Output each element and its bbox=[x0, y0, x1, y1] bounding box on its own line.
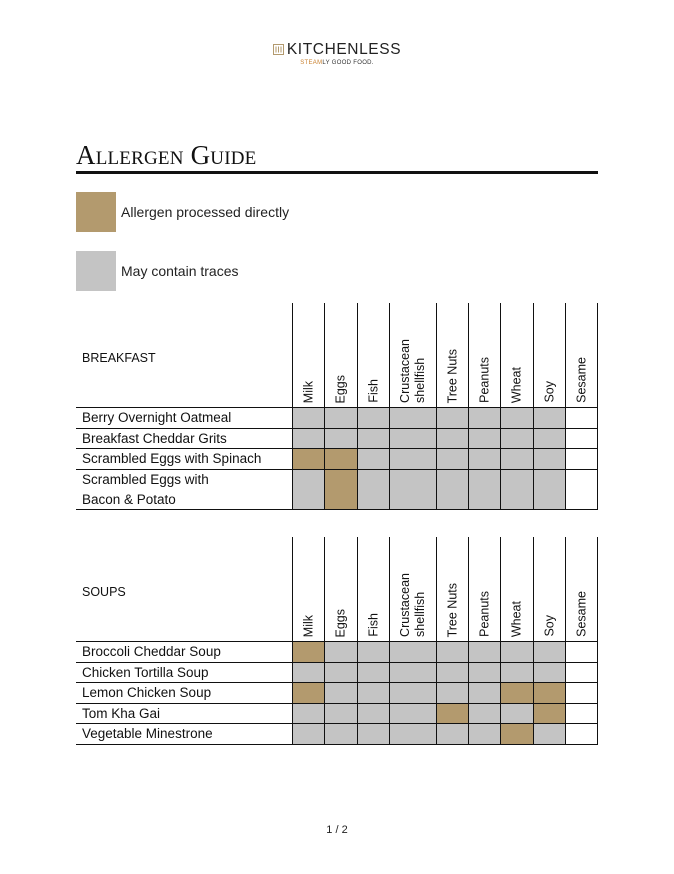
allergen-cell-trace bbox=[533, 449, 565, 469]
column-label-text: Sesame bbox=[574, 591, 588, 637]
legend-direct-swatch bbox=[76, 192, 116, 232]
allergen-cell-trace bbox=[389, 704, 436, 724]
column-header bbox=[533, 303, 565, 407]
allergen-cell-trace bbox=[389, 449, 436, 469]
allergen-cell-none bbox=[565, 683, 598, 703]
column-label-text: Peanuts bbox=[477, 591, 491, 637]
allergen-cell-trace bbox=[389, 408, 436, 428]
allergen-cell-none bbox=[565, 470, 598, 509]
allergen-cell-trace bbox=[389, 663, 436, 683]
allergen-cell-trace bbox=[468, 683, 500, 703]
column-header bbox=[468, 537, 500, 641]
column-label-text: Soy bbox=[542, 615, 556, 637]
legend-trace-label: May contain traces bbox=[121, 263, 239, 279]
allergen-cell-trace bbox=[357, 449, 389, 469]
allergen-cell-trace bbox=[500, 429, 533, 449]
column-label-text: Milk bbox=[301, 380, 315, 403]
allergen-cell-trace bbox=[533, 470, 565, 509]
column-header bbox=[500, 537, 533, 641]
table-row bbox=[76, 683, 598, 704]
column-label-text: Soy bbox=[542, 381, 556, 403]
column-label-text: Wheat bbox=[509, 366, 524, 403]
column-header bbox=[468, 303, 500, 407]
allergen-cell-trace bbox=[533, 429, 565, 449]
allergen-cell-trace bbox=[357, 683, 389, 703]
allergen-cell-trace bbox=[292, 724, 324, 744]
column-header bbox=[436, 537, 468, 641]
allergen-cell-direct bbox=[533, 683, 565, 703]
column-label bbox=[301, 615, 316, 637]
table-row bbox=[76, 663, 598, 684]
allergen-cell-trace bbox=[357, 470, 389, 509]
column-header bbox=[500, 303, 533, 407]
allergen-cell-trace bbox=[500, 663, 533, 683]
allergen-cell-trace bbox=[436, 642, 468, 662]
allergen-cell-trace bbox=[468, 429, 500, 449]
column-label-text: Fish bbox=[366, 613, 380, 637]
tagline-accent: STEAM bbox=[300, 59, 323, 66]
allergen-cell-none bbox=[565, 642, 598, 662]
allergen-cell-trace bbox=[357, 408, 389, 428]
menu-item-name: Breakfast Cheddar Grits bbox=[82, 430, 227, 446]
allergen-cell-direct bbox=[500, 683, 533, 703]
title-divider bbox=[76, 171, 598, 174]
table-row bbox=[76, 429, 598, 450]
table-header bbox=[76, 537, 598, 642]
allergen-cell-trace bbox=[436, 683, 468, 703]
column-label-text: Sesame bbox=[574, 357, 588, 403]
allergen-cell-trace bbox=[357, 429, 389, 449]
menu-item-name: Broccoli Cheddar Soup bbox=[82, 644, 221, 659]
column-label bbox=[542, 381, 557, 403]
allergen-cell-trace bbox=[436, 408, 468, 428]
allergen-cell-none bbox=[565, 704, 598, 724]
allergen-cell-direct bbox=[292, 683, 324, 703]
column-label bbox=[574, 357, 589, 403]
menu-item-name: Scrambled Eggs with Spinach bbox=[82, 451, 262, 466]
column-label-text: Eggs bbox=[333, 608, 348, 637]
legend-trace bbox=[76, 251, 239, 291]
section-title: SOUPS bbox=[82, 585, 126, 599]
brand-logo bbox=[0, 40, 674, 66]
column-label-text: Wheat bbox=[509, 600, 524, 637]
allergen-cell-trace bbox=[292, 429, 324, 449]
column-label bbox=[398, 573, 428, 637]
allergen-cell-direct bbox=[324, 449, 357, 469]
allergen-cell-direct bbox=[292, 642, 324, 662]
allergen-cell-trace bbox=[357, 704, 389, 724]
allergen-cell-trace bbox=[533, 408, 565, 428]
menu-item-name: Berry Overnight Oatmeal bbox=[82, 410, 232, 425]
column-label-text: Peanuts bbox=[477, 357, 491, 403]
column-label-text: Milk bbox=[301, 614, 315, 637]
allergen-cell-trace bbox=[292, 408, 324, 428]
allergen-cell-trace bbox=[389, 429, 436, 449]
brand-name: KITCHENLESS bbox=[286, 40, 402, 58]
column-label-text: Tree Nuts bbox=[445, 582, 459, 637]
allergen-cell-trace bbox=[292, 704, 324, 724]
column-label bbox=[477, 591, 492, 637]
brand-tagline bbox=[0, 60, 674, 66]
allergen-cell-trace bbox=[468, 470, 500, 509]
allergen-cell-none bbox=[565, 408, 598, 428]
menu-item-name: Chicken Tortilla Soup bbox=[82, 664, 209, 680]
allergen-cell-trace bbox=[324, 724, 357, 744]
table-row bbox=[76, 470, 598, 510]
column-label bbox=[366, 379, 381, 403]
allergen-cell-none bbox=[565, 724, 598, 744]
column-label bbox=[510, 367, 525, 403]
table-row bbox=[76, 642, 598, 663]
allergen-cell-trace bbox=[324, 683, 357, 703]
column-label bbox=[574, 591, 589, 637]
allergen-cell-trace bbox=[468, 663, 500, 683]
legend-direct-label: Allergen processed directly bbox=[121, 204, 290, 220]
column-header bbox=[292, 537, 324, 641]
allergen-cell-trace bbox=[324, 663, 357, 683]
menu-item-name: Lemon Chicken Soup bbox=[82, 685, 212, 700]
allergen-cell-direct bbox=[436, 704, 468, 724]
column-label bbox=[301, 381, 316, 403]
column-header bbox=[357, 303, 389, 407]
allergen-cell-trace bbox=[389, 642, 436, 662]
allergen-cell-trace bbox=[468, 704, 500, 724]
allergen-cell-trace bbox=[436, 724, 468, 744]
allergen-cell-trace bbox=[436, 663, 468, 683]
column-header bbox=[389, 303, 436, 407]
allergen-cell-none bbox=[565, 663, 598, 683]
column-label bbox=[445, 583, 460, 637]
column-label bbox=[398, 339, 428, 403]
menu-item-name: Scrambled Eggs with Bacon & Potato bbox=[82, 471, 209, 507]
column-label bbox=[445, 349, 460, 403]
table-row bbox=[76, 449, 598, 470]
column-label-text: Tree Nuts bbox=[445, 348, 459, 403]
column-header bbox=[436, 303, 468, 407]
allergen-cell-trace bbox=[389, 724, 436, 744]
allergen-cell-trace bbox=[468, 724, 500, 744]
page-title: Allergen Guide bbox=[76, 140, 257, 170]
allergen-cell-trace bbox=[500, 642, 533, 662]
table-header bbox=[76, 303, 598, 408]
column-label-text: Crustacean shellfish bbox=[398, 339, 427, 403]
column-header bbox=[324, 303, 357, 407]
allergen-cell-trace bbox=[436, 470, 468, 509]
column-header bbox=[565, 303, 598, 407]
allergen-cell-trace bbox=[500, 408, 533, 428]
allergen-cell-trace bbox=[500, 470, 533, 509]
allergen-cell-trace bbox=[324, 642, 357, 662]
allergen-cell-direct bbox=[533, 704, 565, 724]
column-label-text: Eggs bbox=[333, 374, 348, 403]
allergen-cell-trace bbox=[533, 642, 565, 662]
allergen-cell-direct bbox=[324, 470, 357, 509]
allergen-cell-trace bbox=[436, 449, 468, 469]
allergen-cell-none bbox=[565, 449, 598, 469]
allergen-cell-trace bbox=[324, 704, 357, 724]
allergen-cell-trace bbox=[468, 408, 500, 428]
column-label bbox=[334, 609, 349, 638]
column-label bbox=[477, 357, 492, 403]
column-label bbox=[366, 613, 381, 637]
allergen-cell-trace bbox=[533, 663, 565, 683]
allergen-cell-trace bbox=[292, 470, 324, 509]
column-label-text: Fish bbox=[366, 379, 380, 403]
allergen-cell-direct bbox=[292, 449, 324, 469]
allergen-cell-direct bbox=[500, 724, 533, 744]
page-number: 1 / 2 bbox=[326, 824, 348, 836]
column-label-text: Crustacean shellfish bbox=[398, 573, 427, 637]
allergen-cell-trace bbox=[468, 642, 500, 662]
allergen-cell-trace bbox=[468, 449, 500, 469]
section-title: BREAKFAST bbox=[82, 351, 156, 365]
column-header bbox=[357, 537, 389, 641]
allergen-cell-trace bbox=[324, 429, 357, 449]
allergen-cell-trace bbox=[500, 449, 533, 469]
column-header bbox=[324, 537, 357, 641]
allergen-cell-trace bbox=[357, 724, 389, 744]
allergen-cell-trace bbox=[436, 429, 468, 449]
allergen-cell-trace bbox=[292, 663, 324, 683]
column-header bbox=[565, 537, 598, 641]
table-row bbox=[76, 408, 598, 429]
allergen-cell-trace bbox=[533, 724, 565, 744]
menu-item-name: Tom Kha Gai bbox=[82, 705, 161, 721]
allergen-table-soups bbox=[76, 537, 598, 745]
allergen-cell-trace bbox=[389, 470, 436, 509]
allergen-cell-trace bbox=[324, 408, 357, 428]
tagline-rest: LY GOOD FOOD. bbox=[322, 59, 374, 66]
allergen-cell-trace bbox=[389, 683, 436, 703]
kitchenless-logo-icon bbox=[273, 44, 284, 55]
legend-trace-swatch bbox=[76, 251, 116, 291]
column-label bbox=[542, 615, 557, 637]
column-header bbox=[533, 537, 565, 641]
allergen-cell-trace bbox=[357, 642, 389, 662]
allergen-cell-none bbox=[565, 429, 598, 449]
allergen-table-breakfast bbox=[76, 303, 598, 510]
table-row bbox=[76, 704, 598, 725]
menu-item-name: Vegetable Minestrone bbox=[82, 726, 213, 741]
allergen-cell-trace bbox=[357, 663, 389, 683]
column-header bbox=[292, 303, 324, 407]
column-label bbox=[334, 375, 349, 404]
allergen-cell-trace bbox=[500, 704, 533, 724]
legend-direct bbox=[76, 192, 289, 232]
column-label bbox=[510, 601, 525, 637]
table-row bbox=[76, 724, 598, 745]
column-header bbox=[389, 537, 436, 641]
